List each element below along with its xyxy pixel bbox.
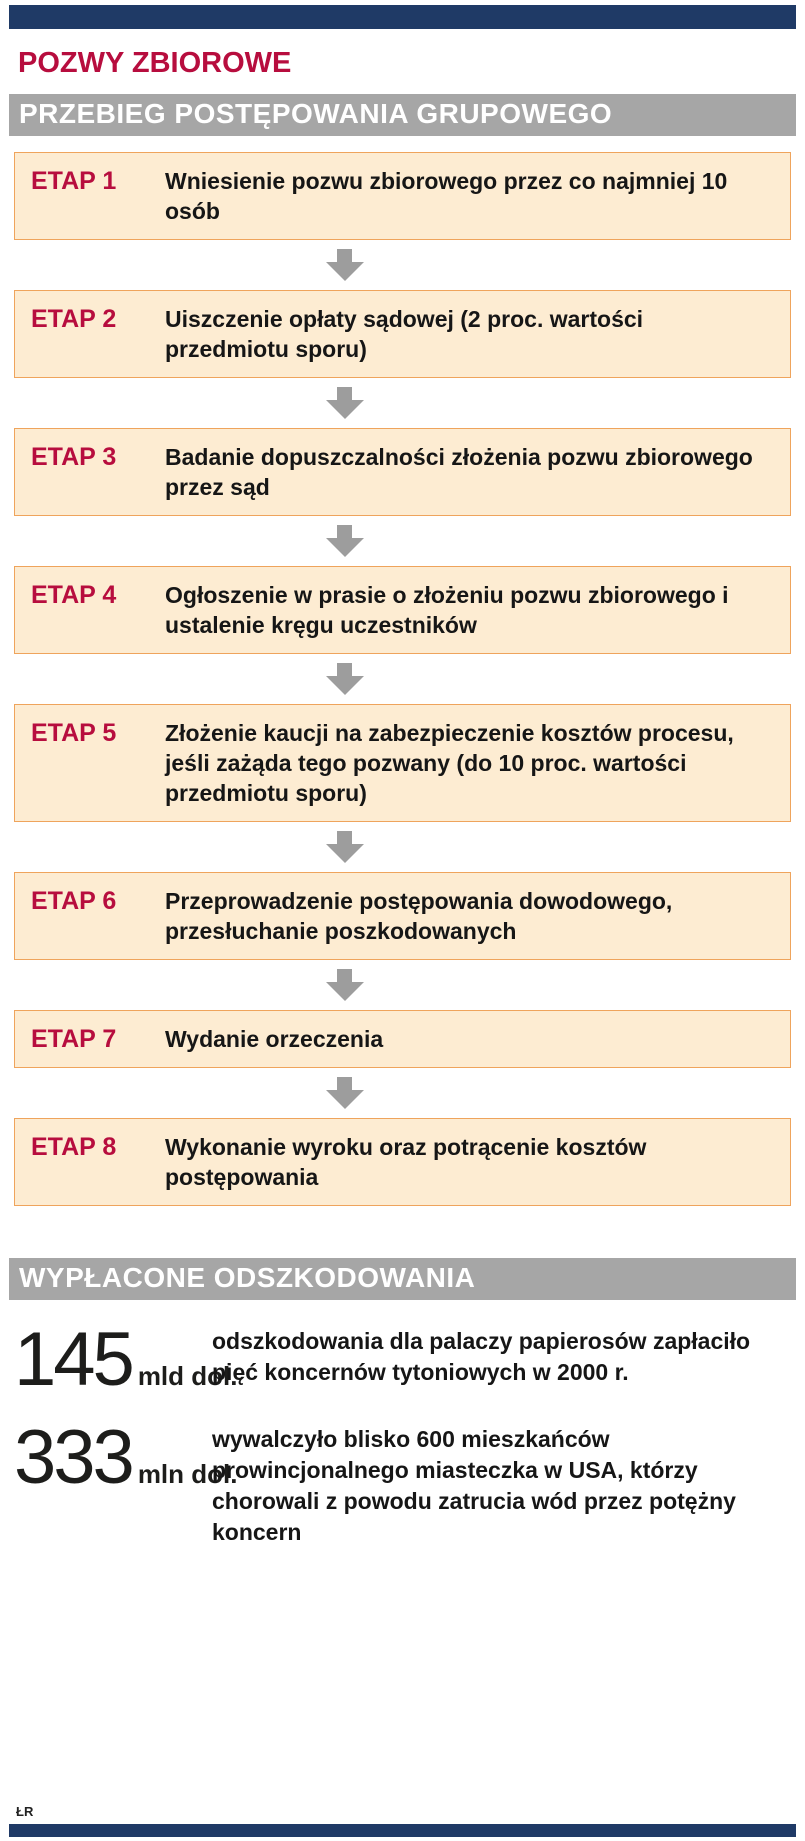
step-box-7 [14,1010,791,1068]
step-box-5 [14,704,791,822]
payout-text: wywalczyło blisko 600 mieszkańców prowincjonalnego miasteczka w USA, którzy chorowali z powodu zatrucia wód przez potężny koncern [212,1426,736,1545]
flow-connector [0,654,805,704]
payout-amount-block [14,1415,238,1500]
step-text: Wydanie orzeczenia [165,1026,384,1052]
arrow-down-icon [326,1077,364,1109]
bottom-accent-bar [9,1824,796,1837]
arrow-down-icon [326,525,364,557]
arrow-stem [337,831,352,844]
arrow-stem [337,969,352,982]
arrow-stem [337,387,352,400]
payout-amount: 333 [14,1415,132,1500]
flow-connector [0,960,805,1010]
payouts-section-header: WYPŁACONE ODSZKODOWANIA [9,1258,796,1300]
arrow-down-icon [326,387,364,419]
payout-item-2 [14,1415,791,1548]
arrow-head [326,1090,364,1109]
step-text: Wykonanie wyroku oraz potrącenie kosztów postępowania [165,1134,647,1190]
arrow-head [326,982,364,1001]
payout-amount-block [14,1317,238,1402]
step-text: Uiszczenie opłaty sądowej (2 proc. wartości przedmiotu sporu) [165,306,644,362]
arrow-head [326,262,364,281]
step-label: ETAP 5 [31,719,117,747]
step-box-4 [14,566,791,654]
step-text: Wniesienie pozwu zbiorowego przez co najmniej 10 osób [165,168,728,224]
arrow-stem [337,663,352,676]
arrow-down-icon [326,249,364,281]
flow-connector [0,240,805,290]
arrow-stem [337,525,352,538]
step-text: Badanie dopuszczalności złożenia pozwu zbiorowego przez sąd [165,444,753,500]
flow-connector [0,1068,805,1118]
arrow-head [326,538,364,557]
arrow-down-icon [326,969,364,1001]
step-label: ETAP 3 [31,443,117,471]
payout-unit: mln dol. [137,1459,238,1489]
step-label: ETAP 2 [31,305,117,333]
arrow-head [326,676,364,695]
step-label: ETAP 7 [31,1025,117,1053]
author-credit: ŁR [16,1804,34,1819]
top-accent-bar [9,5,796,29]
payout-unit: mld dol. [137,1361,238,1391]
payout-item-1 [14,1317,791,1402]
flow-connector [0,822,805,872]
step-box-8 [14,1118,791,1206]
arrow-head [326,844,364,863]
step-box-3 [14,428,791,516]
step-label: ETAP 6 [31,887,117,915]
flow-connector [0,516,805,566]
step-box-2 [14,290,791,378]
step-box-1 [14,152,791,240]
arrow-down-icon [326,831,364,863]
flow-connector [0,378,805,428]
step-label: ETAP 4 [31,581,117,609]
arrow-head [326,400,364,419]
flow-section-header: PRZEBIEG POSTĘPOWANIA GRUPOWEGO [9,94,796,136]
step-label: ETAP 1 [31,167,117,195]
step-text: Ogłoszenie w prasie o złożeniu pozwu zbiorowego i ustalenie kręgu uczestników [165,582,729,638]
payout-text: odszkodowania dla palaczy papierosów zapłaciło pięć koncernów tytoniowych w 2000 r. [212,1328,751,1385]
arrow-down-icon [326,663,364,695]
flow-diagram [0,152,805,1206]
step-box-6 [14,872,791,960]
step-text: Przeprowadzenie postępowania dowodowego, przesłuchanie poszkodowanych [165,888,673,944]
arrow-stem [337,1077,352,1090]
arrow-stem [337,249,352,262]
page-title: POZWY ZBIOROWE [18,47,292,79]
step-label: ETAP 8 [31,1133,117,1161]
payout-amount: 145 [14,1317,132,1402]
step-text: Złożenie kaucji na zabezpieczenie kosztów procesu, jeśli zażąda tego pozwany (do 10 proc. wartości przedmiotu sporu) [165,720,734,806]
